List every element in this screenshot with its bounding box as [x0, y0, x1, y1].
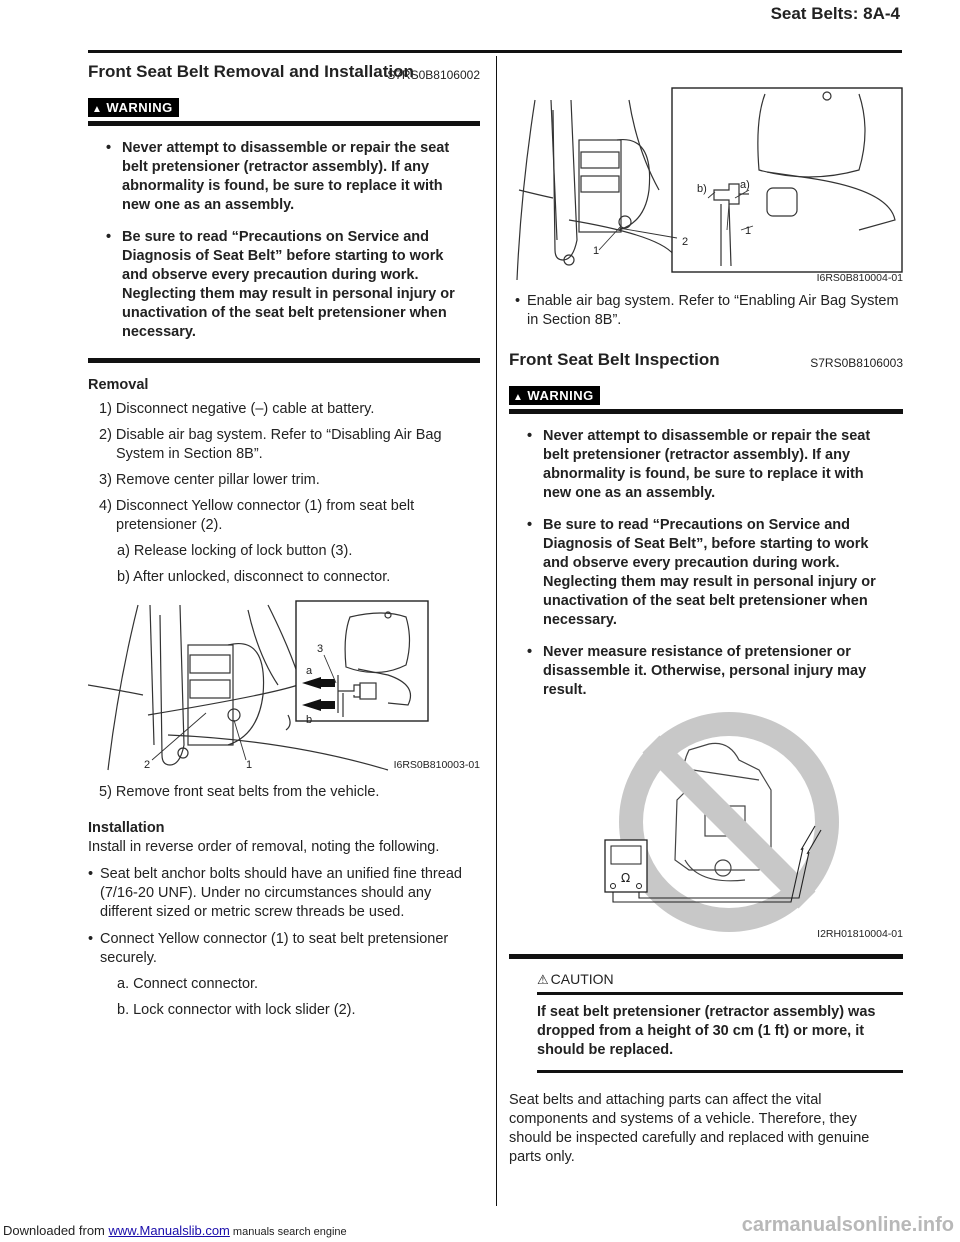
removal-step: 2) Disable air bag system. Refer to “Disabling Air Bag System in Section 8B”. — [99, 427, 442, 462]
caution-bottom-rule — [537, 1070, 903, 1073]
page-header: Seat Belts: 8A-4 — [770, 4, 900, 23]
warning-item: • Never attempt to disassemble or repair the seat belt pretensioner (retractor assembly). If any abnormality is found, be sure to replace it with new one as an assembly. — [509, 427, 903, 503]
warning-item: • Be sure to read “Precautions on Service and Diagnosis of Seat Belt”, before starting to work and observe every precaution during work. Neglecting them may result in personal injury or unactivation of the seat belt pretensioner when necessary. — [509, 516, 903, 630]
installation-substep: a. Connect connector. — [117, 976, 259, 992]
installation-heading: Installation — [88, 820, 165, 836]
figure-label: 1 — [593, 245, 600, 257]
warning-triangle-icon: ▲ — [92, 104, 103, 115]
section-title-inspection: Front Seat Belt Inspection S7RS0B8106003 — [509, 350, 903, 370]
caution-label: ⚠ CAUTION — [537, 971, 614, 987]
warning-list — [88, 139, 480, 342]
warning-item: • Never measure resistance of pretensioner or disassemble it. Otherwise, personal injury may result. — [509, 643, 903, 700]
figure-label: 1 — [246, 759, 253, 771]
warning-top-rule — [88, 121, 480, 126]
caution-rule — [537, 992, 903, 995]
installation-bullet: • Connect Yellow connector (1) to seat belt pretensioner securely. — [88, 930, 480, 968]
left-column — [88, 62, 480, 1020]
installation-substep: b. Lock connector with lock slider (2). — [117, 1002, 356, 1018]
warning-list — [509, 427, 903, 700]
figure-label: b) — [697, 183, 707, 195]
warning-triangle-icon: ▲ — [513, 392, 524, 403]
removal-substep: a) Release locking of lock button (3). — [117, 543, 353, 559]
prohibited-measurement-illustration — [509, 710, 903, 942]
caution-top-rule — [509, 954, 903, 959]
warning-label: ▲ WARNING — [509, 386, 600, 405]
figure-label: b — [306, 714, 313, 726]
warning-label: ▲ WARNING — [88, 98, 179, 117]
figure-id: I6RS0B810003-01 — [393, 759, 480, 771]
figure-label: 1 — [745, 225, 752, 237]
connector-reconnect-illustration — [509, 80, 903, 286]
caution-triangle-icon: ⚠ — [537, 972, 549, 987]
figure-label: 2 — [682, 236, 689, 248]
figure-label: 3 — [317, 643, 324, 655]
closing-paragraph: Seat belts and attaching parts can affect the vital components and systems of a vehicle. Therefore, they should be inspected carefully and replaced with genuine parts only. — [509, 1092, 870, 1165]
manualslib-link[interactable]: www.Manualslib.com — [108, 1223, 230, 1238]
watermark: carmanualsonline.info — [741, 1214, 954, 1236]
figure-label: 2 — [144, 759, 151, 771]
figure-id: I6RS0B810004-01 — [816, 272, 903, 284]
section-code: S7RS0B8106002 — [387, 68, 480, 82]
figure-connector-removal — [88, 595, 480, 773]
installation-intro: Install in reverse order of removal, noting the following. — [88, 839, 440, 855]
download-footer: Downloaded from www.Manualslib.com manuals search engine — [3, 1223, 347, 1238]
enable-bullet: • Enable air bag system. Refer to “Enabling Air Bag System in Section 8B”. — [515, 292, 903, 330]
warning-top-rule — [509, 409, 903, 414]
connector-removal-illustration — [88, 595, 480, 773]
column-divider — [496, 56, 497, 1206]
figure-connector-reconnect — [509, 80, 903, 286]
figure-label: a) — [740, 179, 750, 191]
removal-substep: b) After unlocked, disconnect to connector. — [117, 569, 391, 585]
ohm-symbol: Ω — [621, 871, 631, 885]
removal-step: 4) Disconnect Yellow connector (1) from seat belt pretensioner (2). — [99, 498, 415, 533]
removal-step: 1) Disconnect negative (–) cable at battery. — [99, 401, 375, 417]
right-column — [509, 80, 903, 1167]
removal-heading: Removal — [88, 377, 149, 393]
section-code: S7RS0B8106003 — [810, 356, 903, 370]
removal-step: 3) Remove center pillar lower trim. — [99, 472, 320, 488]
section-title-removal: Front Seat Belt Removal and Installation S7RS0B8106002 — [88, 62, 480, 82]
installation-bullet: • Seat belt anchor bolts should have an unified fine thread (7/16-20 UNF). Under no circumstances should any different sized or metric screw threads be used. — [88, 865, 480, 922]
warning-item: • Be sure to read “Precautions on Service and Diagnosis of Seat Belt” before starting to work and observe every precaution during work. Neglecting them may result in personal injury or unactivation of the seat belt pretensioner when necessary. — [88, 228, 480, 342]
figure-id: I2RH01810004-01 — [817, 928, 903, 940]
warning-item: • Never attempt to disassemble or repair the seat belt pretensioner (retractor assembly). If any abnormality is found, be sure to replace it with new one as an assembly. — [88, 139, 480, 215]
warning-bottom-rule — [88, 358, 480, 363]
figure-no-resistance-measurement — [509, 710, 903, 942]
removal-step: 5) Remove front seat belts from the vehicle. — [99, 784, 380, 800]
header-rule — [88, 50, 902, 53]
caution-text: If seat belt pretensioner (retractor assembly) was dropped from a height of 30 cm (1 ft) or more, it should be replaced. — [537, 1004, 876, 1058]
figure-label: a — [306, 665, 313, 677]
